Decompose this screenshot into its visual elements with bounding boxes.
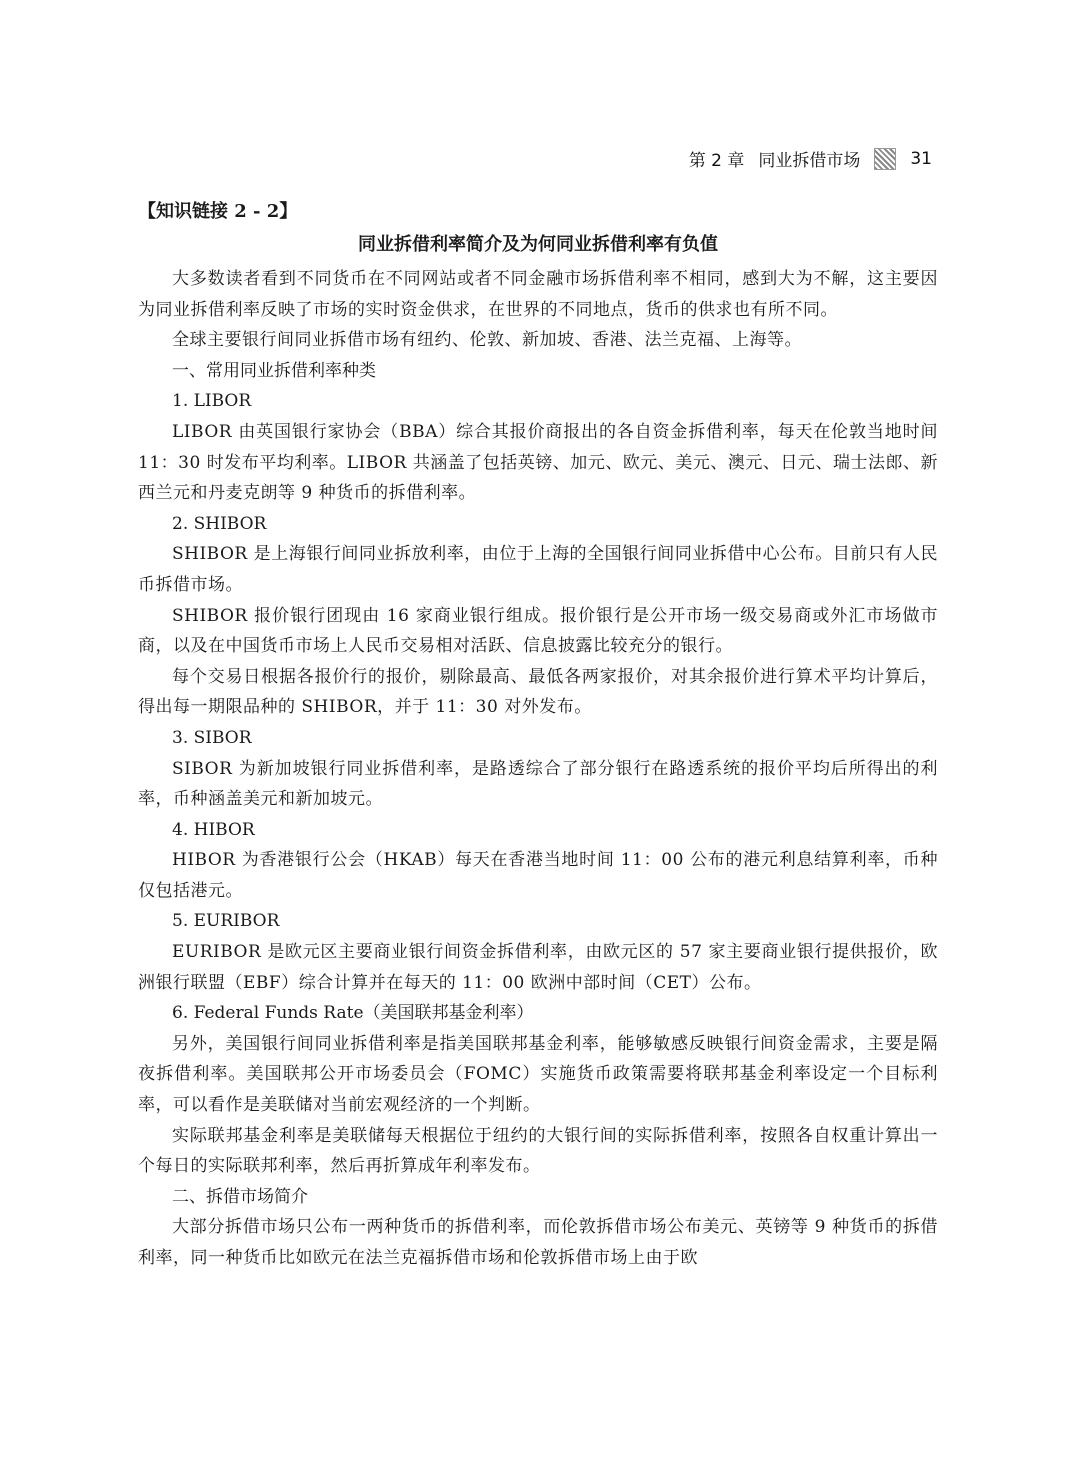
paragraph-shibor-3: 每个交易日根据各报价行的报价，剔除最高、最低各两家报价，对其余报价进行算术平均计算后，得出每一期限品种的 SHIBOR，并于 11：30 对外发布。 xyxy=(138,666,938,718)
paragraph-sibor: SIBOR 为新加坡银行同业拆借利率，是路透综合了部分银行在路透系统的报价平均后所得出的利率，币种涵盖美元和新加坡元。 xyxy=(138,758,938,810)
chapter-title: 同业拆借市场 xyxy=(758,151,861,171)
page-body xyxy=(138,200,938,1274)
subheading-fed-funds: 6. Federal Funds Rate（美国联邦基金利率） xyxy=(172,1003,534,1024)
paragraph-libor: LIBOR 由英国银行家协会（BBA）综合其报价商报出的各自资金拆借利率，每天在伦敦当地时间 11：30 时发布平均利率。LIBOR 共涵盖了包括英镑、加元、欧元、美元、澳元、日元、瑞士法郎、新西兰元和丹麦克朗等 9 种货币的拆借利率。 xyxy=(138,421,938,504)
paragraph-shibor-1: SHIBOR 是上海银行间同业拆放利率，由位于上海的全国银行间同业拆借中心公布。目前只有人民币拆借市场。 xyxy=(138,544,938,595)
subheading-euribor: 5. EURIBOR xyxy=(172,911,280,932)
knowledge-link-label: 【知识链接 2 - 2】 xyxy=(138,201,298,222)
paragraph-fed-funds-1: 另外，美国银行间同业拆借利率是指美国联邦基金利率，能够敏感反映银行间资金需求，主要是隔夜拆借利率。美国联邦公开市场委员会（FOMC）实施货币政策需要将联邦基金利率设定一个目标利率，可以看作是美联储对当前宏观经济的一个判断。 xyxy=(138,1033,938,1116)
chapter-number: 第 2 章 xyxy=(688,151,745,171)
header-pattern-icon xyxy=(874,148,896,170)
paragraph-hibor: HIBOR 为香港银行公会（HKAB）每天在香港当地时间 11：00 公布的港元利息结算利率，币种仅包括港元。 xyxy=(138,850,938,901)
paragraph-markets: 全球主要银行间同业拆借市场有纽约、伦敦、新加坡、香港、法兰克福、上海等。 xyxy=(172,330,802,351)
running-header xyxy=(689,146,932,171)
paragraph-fed-funds-2: 实际联邦基金利率是美联储每天根据位于纽约的大银行间的实际拆借利率，按照各自权重计算出一个每日的实际联邦利率，然后再折算成年利率发布。 xyxy=(138,1125,938,1177)
subheading-shibor: 2. SHIBOR xyxy=(172,513,267,534)
subheading-hibor: 4. HIBOR xyxy=(172,819,255,840)
paragraph-euribor: EURIBOR 是欧元区主要商业银行间资金拆借利率，由欧元区的 57 家主要商业银行提供报价，欧洲银行联盟（EBF）综合计算并在每天的 11：00 欧洲中部时间（CET）公布。 xyxy=(138,942,938,993)
section-heading-2: 二、拆借市场简介 xyxy=(172,1186,308,1207)
subheading-libor: 1. LIBOR xyxy=(172,391,252,412)
article-title: 同业拆借利率简介及为何同业拆借利率有负值 xyxy=(358,234,718,255)
paragraph-intro: 大多数读者看到不同货币在不同网站或者不同金融市场拆借利率不相同，感到大为不解，这主要因为同业拆借利率反映了市场的实时资金供求，在世界的不同地点，货币的供求也有所不同。 xyxy=(138,269,938,320)
paragraph-markets-intro: 大部分拆借市场只公布一两种货币的拆借利率，而伦敦拆借市场公布美元、英镑等 9 种货币的拆借利率，同一种货币比如欧元在法兰克福拆借市场和伦敦拆借市场上由于欧 xyxy=(138,1217,938,1268)
section-heading-1: 一、常用同业拆借利率种类 xyxy=(172,360,376,381)
page-number: 31 xyxy=(910,148,932,169)
paragraph-shibor-2: SHIBOR 报价银行团现由 16 家商业银行组成。报价银行是公开市场一级交易商或外汇市场做市商，以及在中国货币市场上人民币交易相对活跃、信息披露比较充分的银行。 xyxy=(138,605,938,657)
subheading-sibor: 3. SIBOR xyxy=(172,727,252,748)
